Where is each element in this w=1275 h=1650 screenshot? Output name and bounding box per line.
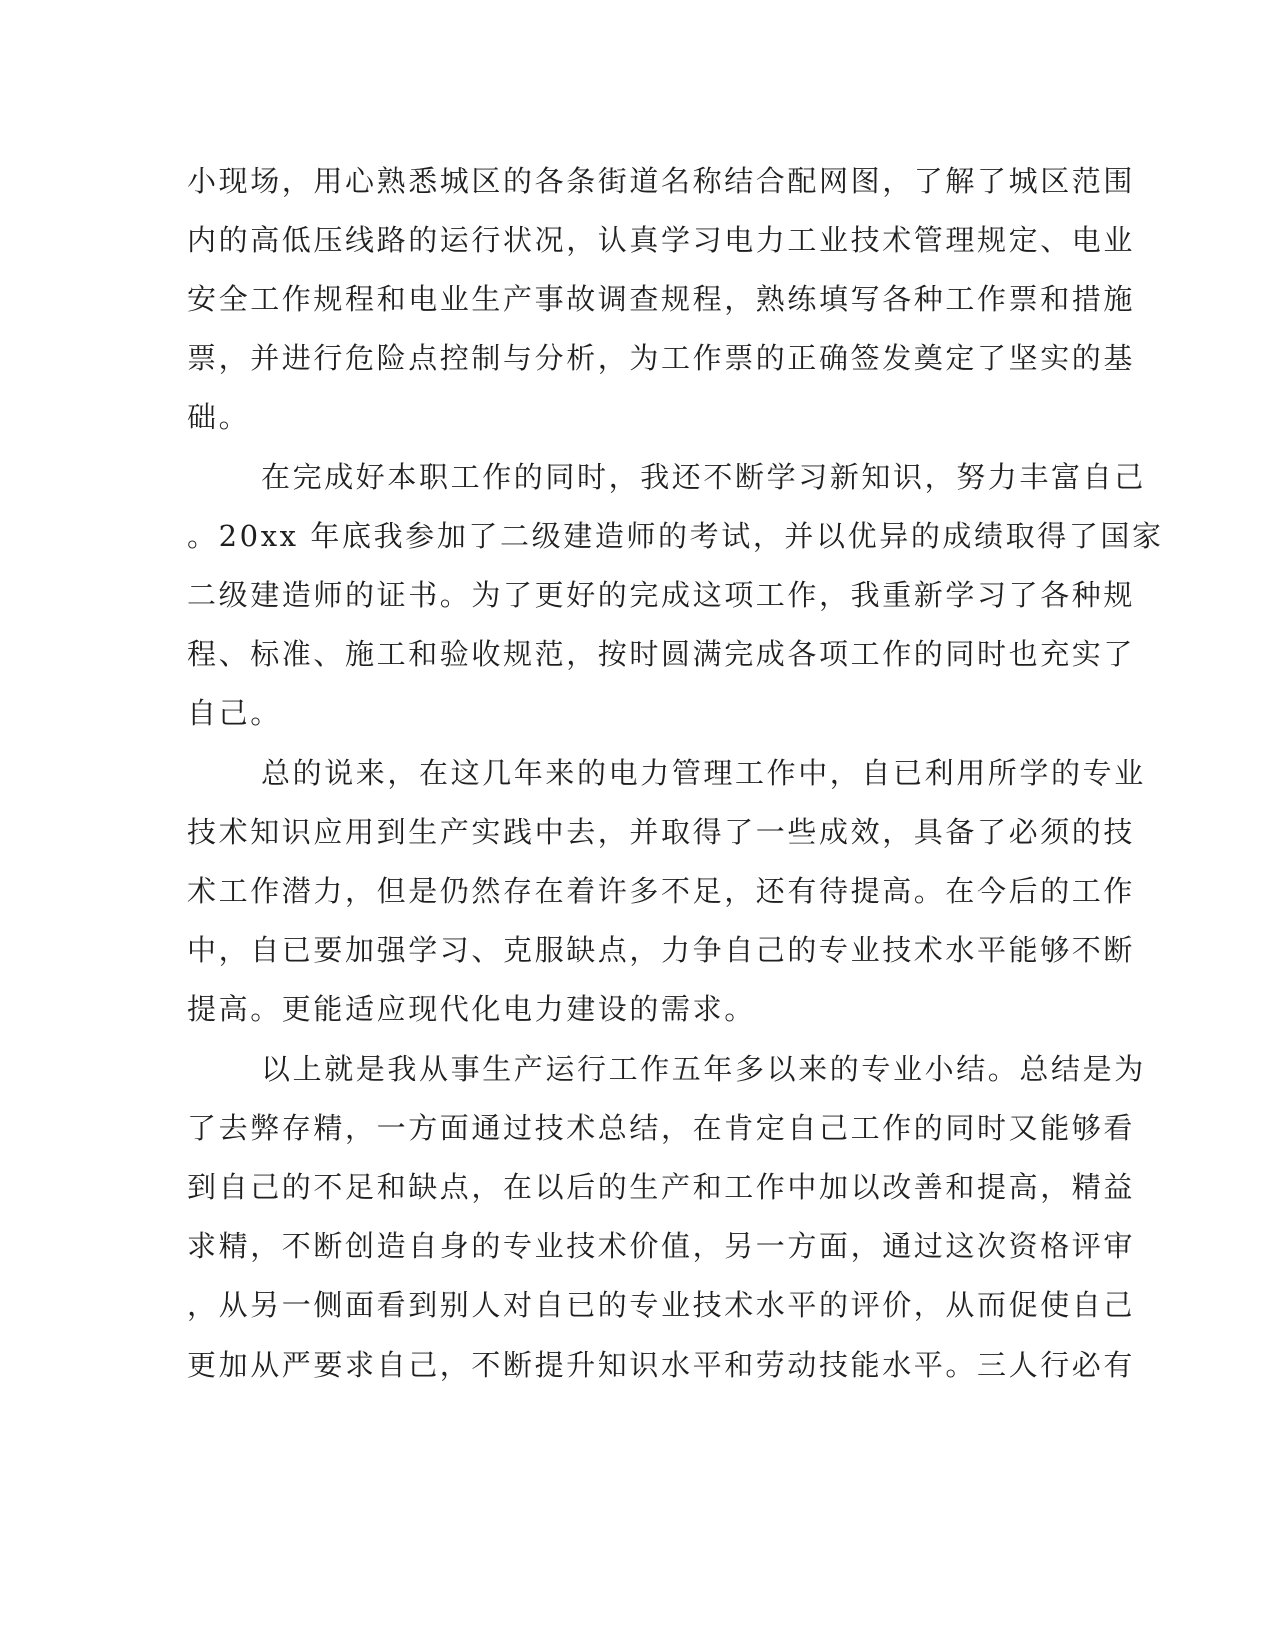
paragraph-first-line: 以上就是我从事生产运行工作五年多以来的专业小结。总结是为 (261, 1052, 1146, 1086)
text-line: 小现场，用心熟悉城区的各条街道名称结合配网图，了解了城区范围 (187, 164, 1136, 198)
text-line: 求精，不断创造自身的专业技术价值，另一方面，通过这次资格评审 (187, 1229, 1136, 1263)
text-line: 术工作潜力，但是仍然存在着许多不足，还有待提高。在今后的工作 (187, 874, 1136, 908)
text-line: 自己。 (187, 696, 282, 730)
text-line: 中，自已要加强学习、克服缺点，力争自己的专业技术水平能够不断 (187, 933, 1136, 967)
text-line: 票，并进行危险点控制与分析，为工作票的正确签发奠定了坚实的基 (187, 341, 1136, 375)
text-line: 。20xx 年底我参加了二级建造师的考试，并以优异的成绩取得了国家 (187, 519, 1164, 553)
text-line: 程、标准、施工和验收规范，按时圆满完成各项工作的同时也充实了 (187, 637, 1136, 671)
text-line: 了去弊存精，一方面通过技术总结，在肯定自己工作的同时又能够看 (187, 1111, 1136, 1145)
text-line: 更加从严要求自己，不断提升知识水平和劳动技能水平。三人行必有 (187, 1348, 1136, 1382)
text-line: 技术知识应用到生产实践中去，并取得了一些成效，具备了必须的技 (187, 815, 1136, 849)
text-line: 二级建造师的证书。为了更好的完成这项工作，我重新学习了各种规 (187, 578, 1136, 612)
text-line: 安全工作规程和电业生产事故调查规程，熟练填写各种工作票和措施 (187, 282, 1136, 316)
text-line: 提高。更能适应现代化电力建设的需求。 (187, 992, 756, 1026)
paragraph-first-line: 在完成好本职工作的同时，我还不断学习新知识，努力丰富自己 (261, 460, 1146, 494)
text-line: 内的高低压线路的运行状况，认真学习电力工业技术管理规定、电业 (187, 223, 1136, 257)
text-line: 础。 (187, 400, 251, 434)
text-line: ，从另一侧面看到别人对自已的专业技术水平的评价，从而促使自己 (187, 1288, 1136, 1322)
paragraph-first-line: 总的说来，在这几年来的电力管理工作中，自已利用所学的专业 (261, 756, 1146, 790)
text-line: 到自己的不足和缺点，在以后的生产和工作中加以改善和提高，精益 (187, 1170, 1136, 1204)
